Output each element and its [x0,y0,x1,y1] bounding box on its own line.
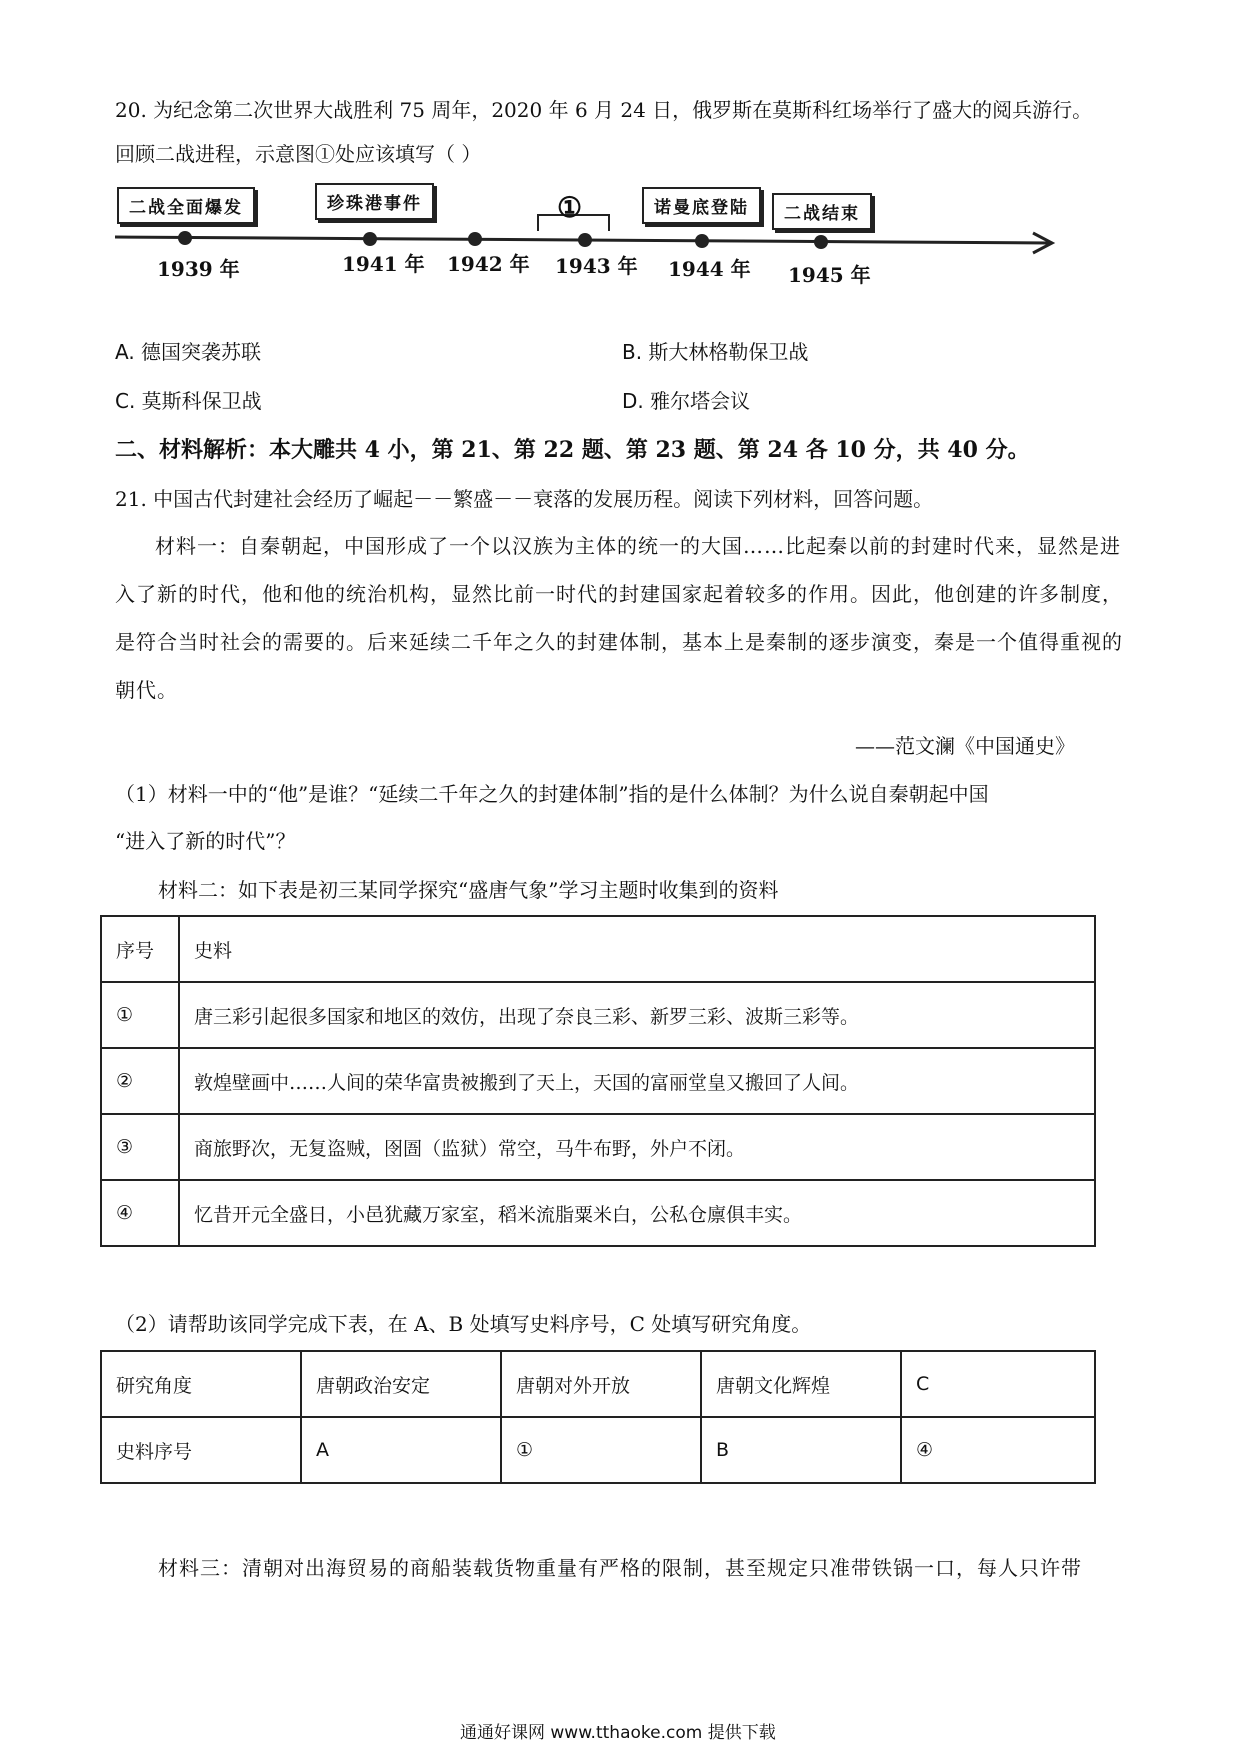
q20-line1: 20. 为纪念第二次世界大战胜利 75 周年，2020 年 6 月 24 日，俄罗斯在莫斯科红场举行了盛大的阅兵游行。 [115,98,1093,122]
table-row [101,1417,1095,1483]
timeline-year-1939: 1939 年 [157,257,240,281]
table-cell-material: 唐三彩引起很多国家和地区的效仿，出现了奈良三彩、新罗三彩、波斯三彩等。 [179,982,1095,1048]
table-cell: A [301,1417,501,1483]
timeline-year-1945: 1945 年 [788,263,871,287]
timeline-dot-1939 [178,231,192,245]
table-cell-material: 商旅野次，无复盗贼，囹圄（监狱）常空，马牛布野，外户不闭。 [179,1114,1095,1180]
q21-sub2: （2）请帮助该同学完成下表，在 A、B 处填写史料序号，C 处填写研究角度。 [115,1312,812,1336]
q20-option-c: C. 莫斯科保卫战 [115,389,262,413]
timeline-year-1943: 1943 年 [555,254,638,278]
table-cell-material: 忆昔开元全盛日，小邑犹藏万家室，稻米流脂粟米白，公私仓廪俱丰实。 [179,1180,1095,1246]
q21-intro: 21. 中国古代封建社会经历了崛起－－繁盛－－衰落的发展历程。阅读下列材料，回答问题。 [115,487,934,511]
page-footer: 通通好课网 www.tthaoke.com 提供下载 [460,1723,776,1743]
table-cell-index: ② [101,1048,179,1114]
timeline-dot-1941 [363,232,377,246]
table-header-index: 序号 [101,916,179,982]
q20-option-d: D. 雅尔塔会议 [622,389,751,413]
table-cell: 唐朝对外开放 [501,1351,701,1417]
timeline-dot-1944 [695,234,709,248]
table-cell: C [901,1351,1095,1417]
q21-source1: ——范文澜《中国通史》 [855,734,1075,758]
table-row [101,982,1095,1048]
research-table [100,1350,1096,1484]
table-cell: 史料序号 [101,1417,301,1483]
table-row [101,1180,1095,1246]
q21-sub1-line2: “进入了新的时代”？ [115,829,296,853]
q21-sub1-line1: （1）材料一中的“他”是谁？“延续二千年之久的封建体制”指的是什么体制？为什么说自秦朝起中国 [115,782,989,806]
timeline-year-1941: 1941 年 [342,252,425,276]
table-header-material: 史料 [179,916,1095,982]
timeline-dot-1943 [578,233,592,247]
table-row [101,1351,1095,1417]
q21-material3: 材料三：清朝对出海贸易的商船装载货物重量有严格的限制，甚至规定只准带铁锅一口，每人只许带 [158,1556,1082,1580]
table-row [101,1114,1095,1180]
table-cell: 唐朝文化辉煌 [701,1351,901,1417]
timeline-box-pearl-harbor: 珍珠港事件 [315,183,434,220]
table-cell: B [701,1417,901,1483]
timeline-box-war-end: 二战结束 [772,193,872,230]
table-cell: 研究角度 [101,1351,301,1417]
timeline-year-1942: 1942 年 [447,252,530,276]
timeline-box-normandy: 诺曼底登陆 [642,187,761,224]
table-cell-material: 敦煌壁画中……人间的荣华富贵被搬到了天上，天国的富丽堂皇又搬回了人间。 [179,1048,1095,1114]
table-cell: 唐朝政治安定 [301,1351,501,1417]
q21-material2-intro: 材料二：如下表是初三某同学探究“盛唐气象”学习主题时收集到的资料 [158,878,779,902]
timeline-year-1944: 1944 年 [668,257,751,281]
table-cell-index: ④ [101,1180,179,1246]
table-cell: ④ [901,1417,1095,1483]
timeline-dot-1945 [814,235,828,249]
table-row [101,1048,1095,1114]
section2-title: 二、材料解析：本大雕共 4 小，第 21、第 22 题、第 23 题、第 24 各 10 分，共 40 分。 [115,437,1030,463]
q20-option-b: B. 斯大林格勒保卫战 [622,340,809,364]
table-cell-index: ③ [101,1114,179,1180]
table-row [101,916,1095,982]
q20-line2: 回顾二战进程，示意图①处应该填写（ ） [115,142,482,166]
timeline-dot-1942 [468,232,482,246]
q20-option-a: A. 德国突袭苏联 [115,340,262,364]
q21-material1: 材料一：自秦朝起，中国形成了一个以汉族为主体的统一的大国……比起秦以前的封建时代来，显然是进入了新的时代，他和他的统治机构，显然比前一时代的封建国家起着较多的作用。因此，他创建的许多制度，是符合当时社会的需要的。后来延续二千年之久的封建体制，基本上是秦制的逐步演变，秦是一个值得重视的朝代。 [115,534,1123,702]
timeline-box-outbreak: 二战全面爆发 [117,187,255,224]
material2-table [100,915,1096,1247]
table-cell-index: ① [101,982,179,1048]
table-cell: ① [501,1417,701,1483]
timeline-blank-1: ① [557,191,583,224]
ww2-timeline [115,191,1065,335]
